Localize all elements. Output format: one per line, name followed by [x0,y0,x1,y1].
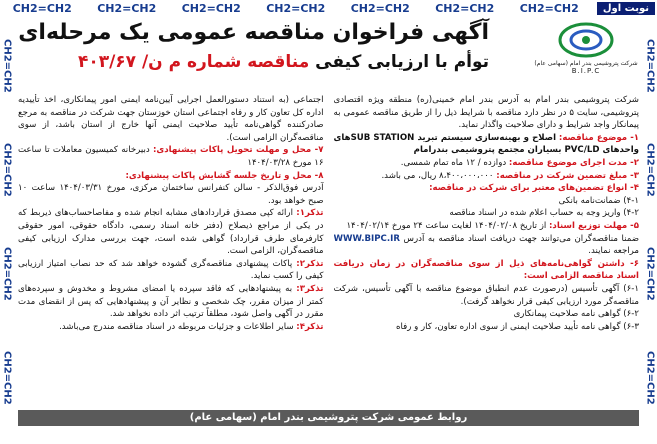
intro-text: شرکت پتروشیمی بندر امام به آدرس بندر امام خمینی(ره) منطقه ویژه اقتصادی پتروشیمی، سایت ۵ در نظر دارد مناقصه با شرایط ذیل را از طریق مناقصه عمومی به پیمانکار واجد شرایط و دارای صلاحیت واگذار نماید. [333,95,639,131]
tender-number: مناقصه شماره م ن/ ۴۰۳/۶۷ [77,52,310,72]
footer-banner: روابط عمومی شرکت پتروشیمی بندر امام (سهامی عام) [18,410,639,426]
ad-title: آگهی فراخوان مناقصه عمومی یک مرحله‌ای [18,20,489,45]
submission-deadline: دبیرخانه کمیسیون معاملات تا ساعت ۱۶ مورخ ۱۴۰۴/۰۳/۲۸ [18,145,324,168]
frame-label: CH2=CH2 [1,351,13,405]
edition-badge: نوبت اول [597,2,655,15]
company-logo [533,20,639,90]
frame-label: CH2=CH2 [181,1,241,15]
note-text: ارائه کپی مصدق قراردادهای مشابه انجام شده و مفاصاحساب‌های ذیربط که در یکی از مراجع ذیصلاح (دفتر خانه اسناد رسمی، دادگاه حقوقی، امور حقوقی کارفرمای طرف قرارداد) گواهی شده است، جهت بررسی مدارک ارزیابی کیفی مناقصه‌گران، الزامی است. [18,208,324,257]
note-text: به پیشنهادهایی که فاقد سپرده یا امضای مشروط و مخدوش و سپرده‌های کمتر از میزان مقرر، چک شخصی و نظایر آن و پیشنهادهایی که پس از انقضای مدت مقرر در آگهی واصل شود، مطلقاً ترتیب اثر داده نخواهد شد. [18,283,324,320]
guarantee-amount: ۸،۴۰۰،۰۰۰،۰۰۰ ریال، می باشد. [381,170,494,181]
section-label: ۷- محل و مهلت تحویل پاکات پیشنهادی: [152,145,324,156]
frame-label: CH2=CH2 [644,351,656,405]
ad-subtitle [38,52,529,72]
duration-text: دوازده / ۱۲ ماه تمام شمسی. [400,157,507,168]
list-item: ۶-۲) گواهی نامه صلاحیت پیمانکاری [513,309,639,320]
frame-right [643,14,657,430]
frame-label: CH2=CH2 [435,1,495,15]
company-logo-icon [554,20,618,60]
frame-label: CH2=CH2 [97,1,157,15]
frame-label: CH2=CH2 [266,1,326,15]
note-text: پاکات پیشنهادی مناقصه‌گری گشوده خواهد شد که حد نصاب امتیاز ارزیابی کیفی را کسب نماید. [18,258,324,282]
note-label: تذکر۱: [296,208,324,219]
section-label: ۳- مبلغ تضمین شرکت در مناقصه: [496,170,639,181]
section-label: ۴- انواع تضمین‌های معتبر برای شرکت در مناقصه: [429,183,639,194]
section-label: ۵- مهلت توزیع اسناد: [548,220,639,231]
company-name: شرکت پتروشیمی بندر امام (سهامی عام) [534,60,638,67]
subtitle-prefix: توأم با ارزیابی کیفی [315,52,490,72]
opening-session: آدرس فوق‌الذکر - سالن کنفرانس ساختمان مرکزی، مورخ ۱۴۰۴/۰۳/۳۱ ساعت ۱۰ صبح خواهد بود. [18,183,324,206]
frame-label: CH2=CH2 [644,247,656,301]
section-label: ۶- داشتن گواهی‌نامه‌های ذیل از سوی مناقصه‌گران در زمان دریافت اسناد مناقصه الزامی است: [333,258,639,282]
frame-label: CH2=CH2 [350,1,410,15]
frame-label: CH2=CH2 [644,39,656,93]
section-label: ۱- موضوع مناقصه: [558,132,639,143]
website-link[interactable]: WWW.BIPC.IR [333,233,400,244]
distribution-dates: از تاریخ ۱۴۰۴/۰۲/۰۸ لغایت ساعت ۲۴ مورخ ۱۴۰۴/۰۲/۱۴ [346,220,547,231]
frame-label: CH2=CH2 [1,39,13,93]
frame-label: CH2=CH2 [12,1,72,15]
note-label: تذکر۴: [296,321,324,332]
list-item: ۶-۱) آگهی تأسیس (درصورت عدم انطباق موضوع مناقصه با آگهی تأسیس، شرکت مناقصه‌گر مورد ارزیابی کیفی قرار نخواهد گرفت). [333,283,639,307]
frame-label: CH2=CH2 [519,1,579,15]
section-label: ۸- محل و تاریخ جلسه گشایش پاکات پیشنهادی: [125,170,324,181]
right-column [334,94,640,408]
left-column [18,94,324,408]
tender-subject: اصلاح و بهینه‌سازی سیستم تبرید SUB STATIONهای واحدهای PVC/LD بسیاران مجتمع پتروشیمی بندرامام [333,132,639,156]
section-label: ۲- مدت اجرای موضوع مناقصه: [508,157,639,168]
note-text: سایر اطلاعات و جزئیات مربوطه در اسناد مناقصه مندرج می‌باشد. [59,321,294,332]
frame-top [0,2,657,14]
frame-label: CH2=CH2 [644,143,656,197]
company-abbr: B.I.P.C [571,67,601,75]
list-item: ۴-۱) ضمانت‌نامه بانکی [558,195,639,206]
list-item: ۴-۲) واریز وجه به حساب اعلام شده در اسناد مناقصه [449,208,639,219]
ad-columns [18,94,639,408]
frame-label: CH2=CH2 [1,247,13,301]
list-item: ۶-۳) گواهی نامه تأیید صلاحیت ایمنی از سوی اداره تعاون، کار و رفاه [395,321,639,332]
ad-body [18,16,639,428]
note-label: تذکر۲: [296,258,324,269]
distribution-note: ضمنا مناقصه‌گران می‌توانند جهت دریافت اسناد مناقصه به آدرس [403,233,639,244]
distribution-tail: مراجعه نمایند. [588,246,639,257]
note-label: تذکر۳: [296,283,324,294]
continued-text: اجتماعی (به استناد دستورالعمل اجرایی آیین‌نامه ایمنی امور پیمانکاری، اخذ تأییدیه اداره کل تعاون کار و رفاه اجتماعی استان خوزستان جهت شرکت در مناقصه به مرجع صادرکننده گواهی‌نامه تأیید صلاحیت ایمنی آنها خارج از استان باشد، از سوی مناقصه‌گران الزامی است). [18,95,324,143]
frame-label: CH2=CH2 [1,143,13,197]
frame-left [0,14,14,430]
